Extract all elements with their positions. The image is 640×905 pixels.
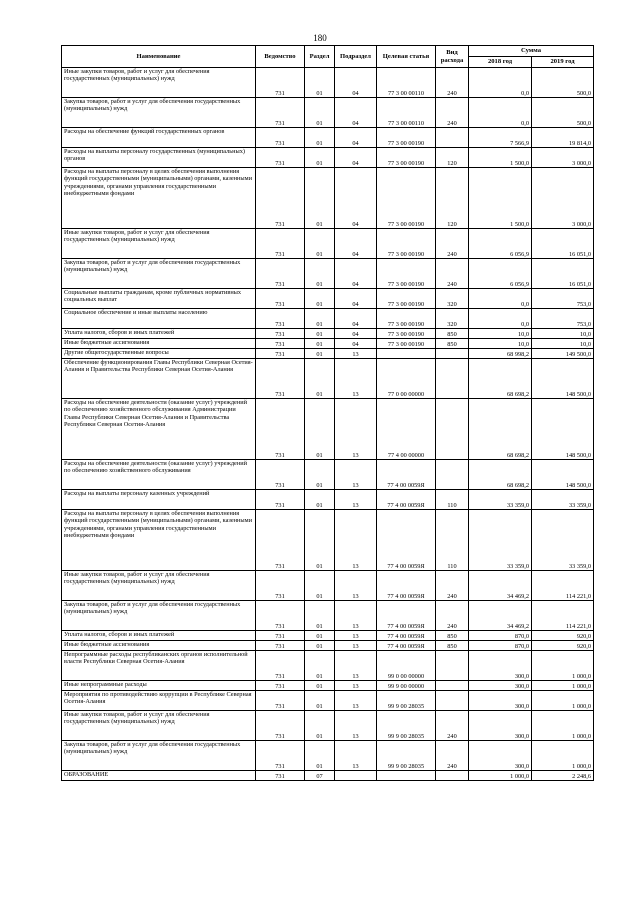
- cell-subsection: 13: [335, 349, 377, 359]
- page-number: 180: [313, 33, 327, 43]
- cell-subsection: 13: [335, 631, 377, 641]
- cell-department: 731: [256, 651, 305, 681]
- cell-subsection: 04: [335, 309, 377, 329]
- cell-sum-2018: 10,0: [469, 339, 532, 349]
- header-department: Ведомство: [256, 46, 305, 68]
- cell-section: 01: [305, 339, 335, 349]
- cell-department: 731: [256, 229, 305, 259]
- cell-sum-2018: 300,0: [469, 711, 532, 741]
- cell-target-article: 77 4 00 0059Я: [377, 510, 436, 571]
- cell-sum-2018: 68 998,2: [469, 349, 532, 359]
- table-row: [62, 349, 594, 359]
- cell-name: Расходы на выплаты персоналу государственных (муниципальных) органов: [62, 148, 256, 168]
- cell-sum-2019: 920,0: [532, 641, 594, 651]
- cell-section: 01: [305, 349, 335, 359]
- cell-department: 731: [256, 460, 305, 490]
- cell-expense-type: 850: [436, 329, 469, 339]
- cell-sum-2018: 870,0: [469, 631, 532, 641]
- cell-expense-type: 120: [436, 168, 469, 229]
- table-row: [62, 289, 594, 309]
- cell-sum-2019: 500,0: [532, 98, 594, 128]
- cell-department: 731: [256, 631, 305, 641]
- cell-department: 731: [256, 691, 305, 711]
- cell-name: Обеспечение функционирования Главы Республики Северная Осетия-Алания и Правительства Республики Северная Осетия-Алания: [62, 359, 256, 399]
- cell-sum-2019: 33 359,0: [532, 490, 594, 510]
- cell-section: 01: [305, 329, 335, 339]
- cell-subsection: 13: [335, 691, 377, 711]
- cell-sum-2019: 500,0: [532, 68, 594, 98]
- table-body: [62, 68, 594, 781]
- cell-name: Расходы на выплаты персоналу в целях обеспечения выполнения функций государственными (муниципальными) органами, казенными учреждениями, органами управления государственными внебюджетными фондами: [62, 168, 256, 229]
- header-name: Наименование: [62, 46, 256, 68]
- cell-sum-2019: 148 500,0: [532, 399, 594, 460]
- cell-sum-2019: 148 500,0: [532, 460, 594, 490]
- cell-subsection: 04: [335, 128, 377, 148]
- header-year-2019: 2019 год: [532, 57, 594, 68]
- cell-section: 01: [305, 98, 335, 128]
- cell-target-article: 77 3 00 00190: [377, 229, 436, 259]
- table-row: [62, 259, 594, 289]
- cell-section: 01: [305, 641, 335, 651]
- table-row: [62, 309, 594, 329]
- cell-department: 731: [256, 98, 305, 128]
- cell-section: 01: [305, 681, 335, 691]
- cell-department: 731: [256, 168, 305, 229]
- table-row: [62, 98, 594, 128]
- cell-sum-2019: 19 814,0: [532, 128, 594, 148]
- cell-section: 01: [305, 148, 335, 168]
- cell-department: 731: [256, 741, 305, 771]
- cell-department: 731: [256, 128, 305, 148]
- table-row: [62, 741, 594, 771]
- header-expense-type: Вид расхода: [436, 46, 469, 68]
- cell-name: Расходы на выплаты персоналу казенных учреждений: [62, 490, 256, 510]
- table-row: [62, 510, 594, 571]
- cell-name: Закупка товаров, работ и услуг для обеспечения государственных (муниципальных) нужд: [62, 259, 256, 289]
- cell-section: 01: [305, 289, 335, 309]
- cell-sum-2019: 920,0: [532, 631, 594, 641]
- cell-target-article: 77 3 00 00190: [377, 329, 436, 339]
- cell-expense-type: 850: [436, 339, 469, 349]
- cell-subsection: 04: [335, 68, 377, 98]
- cell-subsection: 13: [335, 460, 377, 490]
- cell-name: Уплата налогов, сборов и иных платежей: [62, 631, 256, 641]
- cell-target-article: 77 4 00 00000: [377, 399, 436, 460]
- cell-expense-type: 240: [436, 571, 469, 601]
- cell-expense-type: [436, 691, 469, 711]
- cell-subsection: 04: [335, 329, 377, 339]
- table-row: [62, 651, 594, 681]
- cell-sum-2018: 300,0: [469, 741, 532, 771]
- cell-target-article: 99 9 00 28035: [377, 691, 436, 711]
- table-header: [62, 46, 594, 68]
- cell-subsection: 04: [335, 148, 377, 168]
- cell-expense-type: 110: [436, 510, 469, 571]
- header-subsection: Подраздел: [335, 46, 377, 68]
- cell-section: 01: [305, 259, 335, 289]
- cell-section: 07: [305, 771, 335, 781]
- cell-sum-2019: 16 051,0: [532, 229, 594, 259]
- table-row: [62, 490, 594, 510]
- cell-subsection: 04: [335, 339, 377, 349]
- cell-target-article: 77 4 00 0059Я: [377, 641, 436, 651]
- cell-section: 01: [305, 651, 335, 681]
- cell-expense-type: [436, 771, 469, 781]
- cell-department: 731: [256, 711, 305, 741]
- budget-table: [61, 45, 594, 781]
- cell-name: Закупка товаров, работ и услуг для обеспечения государственных (муниципальных) нужд: [62, 98, 256, 128]
- cell-department: 731: [256, 681, 305, 691]
- cell-sum-2018: 0,0: [469, 68, 532, 98]
- cell-department: 731: [256, 399, 305, 460]
- cell-name: Расходы на обеспечение деятельности (оказание услуг) учреждений по обеспечению хозяйственного обслуживания Администрации Главы Республики Северная Осетия-Алания и Правительства Республики Северная Осетия-Алания: [62, 399, 256, 460]
- header-target-article: Целевая статья: [377, 46, 436, 68]
- cell-target-article: 77 3 00 00190: [377, 289, 436, 309]
- cell-target-article: 77 3 00 00110: [377, 68, 436, 98]
- cell-target-article: 77 3 00 00190: [377, 339, 436, 349]
- cell-name: Иные закупки товаров, работ и услуг для обеспечения государственных (муниципальных) нужд: [62, 711, 256, 741]
- cell-name: Расходы на обеспечение функций государственных органов: [62, 128, 256, 148]
- cell-section: 01: [305, 601, 335, 631]
- cell-section: 01: [305, 68, 335, 98]
- cell-sum-2019: 753,0: [532, 289, 594, 309]
- cell-subsection: 13: [335, 681, 377, 691]
- cell-sum-2019: 16 051,0: [532, 259, 594, 289]
- cell-sum-2019: 10,0: [532, 339, 594, 349]
- cell-section: 01: [305, 229, 335, 259]
- cell-section: 01: [305, 741, 335, 771]
- cell-section: 01: [305, 631, 335, 641]
- cell-target-article: 77 4 00 0059Я: [377, 460, 436, 490]
- cell-name: ОБРАЗОВАНИЕ: [62, 771, 256, 781]
- cell-expense-type: 240: [436, 711, 469, 741]
- cell-section: 01: [305, 571, 335, 601]
- cell-department: 731: [256, 571, 305, 601]
- cell-sum-2019: 3 000,0: [532, 168, 594, 229]
- cell-name: Расходы на выплаты персоналу в целях обеспечения выполнения функций государственными (муниципальными) органами, казенными учреждениями, органами управления государственными внебюджетными фондами: [62, 510, 256, 571]
- cell-name: Иные бюджетные ассигнования: [62, 641, 256, 651]
- cell-section: 01: [305, 399, 335, 460]
- cell-sum-2018: 0,0: [469, 98, 532, 128]
- cell-expense-type: 240: [436, 98, 469, 128]
- cell-sum-2018: 1 000,0: [469, 771, 532, 781]
- cell-sum-2018: 34 469,2: [469, 571, 532, 601]
- cell-department: 731: [256, 641, 305, 651]
- table-row: [62, 339, 594, 349]
- cell-sum-2019: 114 221,0: [532, 571, 594, 601]
- cell-department: 731: [256, 329, 305, 339]
- cell-sum-2018: 10,0: [469, 329, 532, 339]
- cell-department: 731: [256, 490, 305, 510]
- cell-target-article: 99 9 00 28035: [377, 711, 436, 741]
- cell-sum-2018: 1 500,0: [469, 168, 532, 229]
- cell-sum-2019: 1 000,0: [532, 681, 594, 691]
- cell-section: 01: [305, 510, 335, 571]
- cell-department: 731: [256, 771, 305, 781]
- cell-expense-type: 240: [436, 259, 469, 289]
- cell-expense-type: [436, 651, 469, 681]
- table-row: [62, 128, 594, 148]
- cell-subsection: 13: [335, 641, 377, 651]
- cell-subsection: 04: [335, 98, 377, 128]
- cell-target-article: 77 3 00 00190: [377, 128, 436, 148]
- cell-subsection: 13: [335, 711, 377, 741]
- cell-subsection: 04: [335, 289, 377, 309]
- cell-target-article: 99 0 00 00000: [377, 651, 436, 681]
- cell-sum-2019: 753,0: [532, 309, 594, 329]
- cell-section: 01: [305, 691, 335, 711]
- cell-expense-type: 120: [436, 148, 469, 168]
- cell-subsection: 13: [335, 571, 377, 601]
- cell-target-article: 77 3 00 00190: [377, 309, 436, 329]
- table-row: [62, 571, 594, 601]
- cell-sum-2018: 0,0: [469, 309, 532, 329]
- cell-name: Другие общегосударственные вопросы: [62, 349, 256, 359]
- cell-sum-2018: 68 698,2: [469, 359, 532, 399]
- table-row: [62, 399, 594, 460]
- cell-sum-2019: 114 221,0: [532, 601, 594, 631]
- cell-expense-type: 240: [436, 601, 469, 631]
- cell-expense-type: [436, 460, 469, 490]
- cell-sum-2019: 149 500,0: [532, 349, 594, 359]
- cell-expense-type: 850: [436, 641, 469, 651]
- cell-expense-type: [436, 681, 469, 691]
- cell-expense-type: [436, 359, 469, 399]
- cell-subsection: 13: [335, 651, 377, 681]
- table-row: [62, 460, 594, 490]
- table-row: [62, 148, 594, 168]
- cell-subsection: 04: [335, 168, 377, 229]
- cell-name: Социальные выплаты гражданам, кроме публичных нормативных социальных выплат: [62, 289, 256, 309]
- cell-expense-type: 240: [436, 68, 469, 98]
- cell-sum-2019: 2 248,6: [532, 771, 594, 781]
- cell-department: 731: [256, 259, 305, 289]
- cell-sum-2018: 870,0: [469, 641, 532, 651]
- cell-subsection: 13: [335, 490, 377, 510]
- cell-sum-2018: 68 698,2: [469, 460, 532, 490]
- cell-subsection: [335, 771, 377, 781]
- cell-sum-2018: 1 500,0: [469, 148, 532, 168]
- cell-section: 01: [305, 128, 335, 148]
- cell-subsection: 13: [335, 399, 377, 460]
- cell-section: 01: [305, 460, 335, 490]
- cell-name: Иные закупки товаров, работ и услуг для обеспечения государственных (муниципальных) нужд: [62, 68, 256, 98]
- cell-sum-2019: 148 500,0: [532, 359, 594, 399]
- cell-expense-type: 240: [436, 229, 469, 259]
- table-row: [62, 359, 594, 399]
- cell-target-article: 77 4 00 0059Я: [377, 631, 436, 641]
- cell-sum-2018: 7 566,9: [469, 128, 532, 148]
- cell-name: Закупка товаров, работ и услуг для обеспечения государственных (муниципальных) нужд: [62, 741, 256, 771]
- cell-subsection: 04: [335, 229, 377, 259]
- cell-department: 731: [256, 289, 305, 309]
- cell-target-article: 99 9 00 28035: [377, 741, 436, 771]
- cell-sum-2018: 0,0: [469, 289, 532, 309]
- cell-section: 01: [305, 490, 335, 510]
- table-row: [62, 631, 594, 641]
- cell-department: 731: [256, 510, 305, 571]
- header-sum: Сумма: [469, 46, 594, 57]
- cell-subsection: 13: [335, 359, 377, 399]
- cell-sum-2018: 68 698,2: [469, 399, 532, 460]
- cell-expense-type: [436, 349, 469, 359]
- cell-expense-type: [436, 128, 469, 148]
- cell-sum-2019: 1 000,0: [532, 651, 594, 681]
- table-row: [62, 641, 594, 651]
- cell-name: Мероприятия по противодействию коррупции в Республике Северная Осетия-Алания: [62, 691, 256, 711]
- cell-name: Иные закупки товаров, работ и услуг для обеспечения государственных (муниципальных) нужд: [62, 229, 256, 259]
- cell-department: 731: [256, 148, 305, 168]
- cell-department: 731: [256, 339, 305, 349]
- cell-name: Расходы на обеспечение деятельности (оказание услуг) учреждений по обеспечению хозяйственного обслуживания: [62, 460, 256, 490]
- cell-sum-2019: 1 000,0: [532, 741, 594, 771]
- cell-expense-type: [436, 399, 469, 460]
- cell-target-article: 77 3 00 00190: [377, 148, 436, 168]
- cell-target-article: 77 3 00 00110: [377, 98, 436, 128]
- cell-sum-2018: 33 359,0: [469, 490, 532, 510]
- cell-target-article: 77 0 00 00000: [377, 359, 436, 399]
- cell-subsection: 13: [335, 510, 377, 571]
- cell-name: Социальное обеспечение и иные выплаты населению: [62, 309, 256, 329]
- cell-name: Уплата налогов, сборов и иных платежей: [62, 329, 256, 339]
- cell-expense-type: 850: [436, 631, 469, 641]
- cell-name: Иные закупки товаров, работ и услуг для обеспечения государственных (муниципальных) нужд: [62, 571, 256, 601]
- cell-section: 01: [305, 711, 335, 741]
- cell-name: Непрограммные расходы республиканских органов исполнительной власти Республики Северная Осетия-Алания: [62, 651, 256, 681]
- table-row: [62, 329, 594, 339]
- cell-sum-2019: 10,0: [532, 329, 594, 339]
- cell-name: Иные непрограммные расходы: [62, 681, 256, 691]
- table-row: [62, 601, 594, 631]
- table-row: [62, 229, 594, 259]
- cell-expense-type: 320: [436, 289, 469, 309]
- cell-section: 01: [305, 168, 335, 229]
- cell-sum-2019: 3 000,0: [532, 148, 594, 168]
- cell-sum-2018: 34 469,2: [469, 601, 532, 631]
- header-year-2018: 2018 год: [469, 57, 532, 68]
- cell-target-article: 77 4 00 0059Я: [377, 601, 436, 631]
- cell-sum-2018: 300,0: [469, 651, 532, 681]
- cell-sum-2019: 1 000,0: [532, 711, 594, 741]
- cell-sum-2018: 300,0: [469, 691, 532, 711]
- cell-target-article: [377, 771, 436, 781]
- cell-sum-2018: 6 056,9: [469, 259, 532, 289]
- cell-section: 01: [305, 309, 335, 329]
- header-section: Раздел: [305, 46, 335, 68]
- cell-name: Закупка товаров, работ и услуг для обеспечения государственных (муниципальных) нужд: [62, 601, 256, 631]
- table-row: [62, 68, 594, 98]
- cell-name: Иные бюджетные ассигнования: [62, 339, 256, 349]
- table-row: [62, 681, 594, 691]
- cell-sum-2018: 6 056,9: [469, 229, 532, 259]
- cell-subsection: 13: [335, 741, 377, 771]
- cell-department: 731: [256, 601, 305, 631]
- table-row: [62, 711, 594, 741]
- cell-sum-2019: 1 000,0: [532, 691, 594, 711]
- cell-target-article: 77 3 00 00190: [377, 168, 436, 229]
- cell-sum-2018: 33 359,0: [469, 510, 532, 571]
- cell-target-article: 77 4 00 0059Я: [377, 571, 436, 601]
- cell-target-article: 77 3 00 00190: [377, 259, 436, 289]
- cell-department: 731: [256, 68, 305, 98]
- cell-expense-type: 110: [436, 490, 469, 510]
- cell-target-article: [377, 349, 436, 359]
- cell-target-article: 99 9 00 00000: [377, 681, 436, 691]
- cell-expense-type: 320: [436, 309, 469, 329]
- cell-department: 731: [256, 349, 305, 359]
- cell-sum-2018: 300,0: [469, 681, 532, 691]
- cell-expense-type: 240: [436, 741, 469, 771]
- cell-department: 731: [256, 359, 305, 399]
- cell-department: 731: [256, 309, 305, 329]
- cell-sum-2019: 33 359,0: [532, 510, 594, 571]
- table-row: [62, 691, 594, 711]
- cell-subsection: 04: [335, 259, 377, 289]
- cell-target-article: 77 4 00 0059Я: [377, 490, 436, 510]
- table-row: [62, 168, 594, 229]
- table-row: [62, 771, 594, 781]
- cell-subsection: 13: [335, 601, 377, 631]
- cell-section: 01: [305, 359, 335, 399]
